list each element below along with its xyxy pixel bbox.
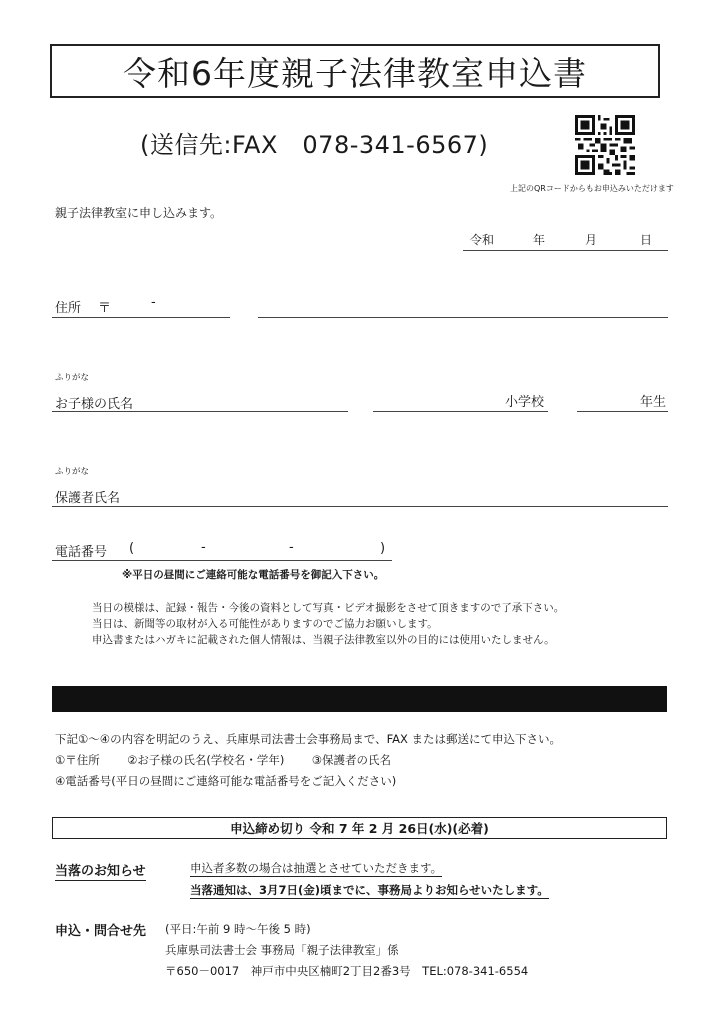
deadline-text: 申込締め切り 令和 7 年 2 月 26日(水)(必着)	[230, 821, 489, 836]
apply-text: 親子法律教室に申し込みます。	[55, 206, 223, 220]
lottery-line: 当落通知は、3月7日(金)頃までに、事務局よりお知らせいたします。	[190, 883, 549, 897]
child-furigana: ふりがな	[55, 373, 90, 383]
contact-label: 申込・問合せ先	[55, 924, 147, 939]
title-box	[50, 44, 660, 98]
phone-dash-2: -	[289, 540, 294, 555]
postal-field[interactable]	[52, 317, 230, 318]
postal-dash: -	[151, 295, 156, 310]
notices-block	[92, 600, 564, 648]
instruction-item: ③保護者の氏名	[311, 753, 392, 767]
contact-address: 〒650－0017 神戸市中央区楠町2丁目2番3号 TEL:078-341-6554	[165, 964, 529, 978]
qr-code-icon	[575, 115, 635, 175]
fax-destination: (送信先:FAX 078-341-6567)	[140, 131, 489, 159]
postal-mark: 〒	[98, 301, 112, 316]
instructions-items	[55, 750, 561, 771]
date-day: 日	[640, 233, 653, 247]
page-title: 令和6年度親子法律教室申込書	[123, 53, 587, 93]
phone-label: 電話番号	[55, 545, 108, 560]
lottery-label: 当落のお知らせ	[55, 864, 146, 879]
guardian-name-field[interactable]	[52, 506, 668, 507]
lottery-text	[190, 857, 549, 901]
grade-label: 年生	[640, 395, 667, 410]
school-label: 小学校	[505, 395, 545, 410]
instructions-line: 下記①～④の内容を明記のうえ、兵庫県司法書士会事務局まで、FAX または郵送にて申込下さい。	[55, 732, 562, 746]
contact-block	[165, 919, 528, 982]
date-era: 令和	[470, 233, 495, 247]
instruction-item: ④電話番号(平日の昼間にご連絡可能な電話番号をご記入ください)	[55, 774, 397, 788]
phone-field[interactable]	[52, 560, 392, 561]
contact-org: 兵庫県司法書士会 事務局「親子法律教室」係	[165, 943, 399, 957]
phone-close-paren: )	[380, 541, 386, 556]
date-year: 年	[533, 233, 546, 247]
instruction-item: ①〒住所	[55, 753, 100, 767]
instructions-block	[55, 729, 561, 792]
guardian-name-label: 保護者氏名	[55, 491, 121, 506]
guardian-furigana: ふりがな	[55, 467, 90, 477]
lottery-line: 申込者多数の場合は抽選とさせていただきます。	[190, 861, 443, 875]
grade-field[interactable]	[577, 411, 668, 412]
contact-hours: (平日:午前 9 時～午後 5 時)	[165, 922, 311, 936]
child-name-field[interactable]	[52, 411, 348, 412]
instruction-item: ②お子様の氏名(学校名・学年)	[127, 753, 285, 767]
notice-line: 当日の模様は、記録・報告・今後の資料として写真・ビデオ撮影をさせて頂きますので了承下さい。	[92, 602, 565, 614]
date-underline	[463, 250, 668, 251]
notice-line: 申込書またはハガキに記載された個人情報は、当親子法律教室以外の目的には使用いたしません。	[92, 634, 555, 646]
address-field[interactable]	[258, 317, 668, 318]
qr-note: 上記のQRコードからもお申込みいただけます	[510, 184, 674, 193]
phone-open-paren: (	[129, 541, 135, 556]
school-field[interactable]	[373, 411, 548, 412]
deadline-box	[52, 817, 667, 839]
date-month: 月	[585, 233, 598, 247]
address-label: 住所	[55, 301, 82, 316]
phone-note: ※平日の昼間にご連絡可能な電話番号を御記入下さい。	[122, 569, 385, 581]
notice-line: 当日は、新聞等の取材が入る可能性がありますのでご協力お願いします。	[92, 618, 438, 630]
phone-dash-1: -	[201, 540, 206, 555]
divider-band	[52, 686, 667, 712]
child-name-label: お子様の氏名	[55, 397, 134, 412]
